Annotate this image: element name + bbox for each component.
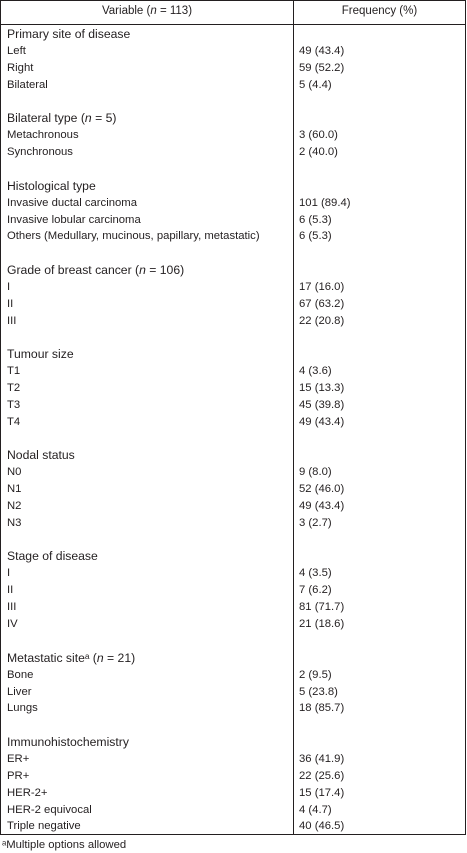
table-row <box>1 599 465 616</box>
row-frequency: 67 (63.2) <box>299 297 345 310</box>
row-frequency: 2 (9.5) <box>299 668 332 681</box>
table-row <box>1 313 465 330</box>
row-label: Right <box>7 61 34 74</box>
table-row <box>1 616 465 633</box>
table-row <box>1 127 465 144</box>
section-title-text: Metastatic siteᵃ (n = 21) <box>7 650 136 665</box>
table-row <box>1 397 465 414</box>
header-variable <box>1 5 293 17</box>
table-row <box>1 228 465 245</box>
table-row <box>1 77 465 94</box>
row-label: T4 <box>7 415 21 428</box>
row-frequency: 81 (71.7) <box>299 601 345 614</box>
table-row <box>1 818 465 835</box>
row-frequency: 17 (16.0) <box>299 280 345 293</box>
table-body <box>1 25 465 835</box>
row-label: Synchronous <box>7 146 73 159</box>
section-spacer <box>1 94 465 110</box>
table-row <box>1 582 465 599</box>
table-row <box>1 515 465 532</box>
row-label: I <box>7 280 11 293</box>
section-spacer <box>1 633 465 649</box>
section-spacer <box>1 431 465 447</box>
header-variable-prefix: Variable ( <box>101 5 151 17</box>
row-frequency: 6 (5.3) <box>299 230 332 243</box>
row-label: T2 <box>7 382 21 395</box>
table-row <box>1 363 465 380</box>
row-label: Triple negative <box>7 820 81 833</box>
row-label: N1 <box>7 483 22 496</box>
row-label: N3 <box>7 517 22 529</box>
row-frequency: 4 (4.7) <box>299 803 332 816</box>
row-frequency: 6 (5.3) <box>299 213 332 226</box>
section-title-text: Bilateral type (n = 5) <box>7 111 117 126</box>
row-label: HER-2 equivocal <box>7 803 92 816</box>
section-spacer <box>1 717 465 733</box>
section-spacer <box>1 161 465 177</box>
row-frequency: 36 (41.9) <box>299 752 345 765</box>
table-row <box>1 802 465 819</box>
row-label: T3 <box>7 398 21 411</box>
table-row <box>1 279 465 296</box>
row-frequency: 49 (43.4) <box>299 45 345 57</box>
row-label: HER-2+ <box>7 786 48 799</box>
row-label: PR+ <box>7 769 30 782</box>
table-header <box>1 1 465 25</box>
table-row <box>1 684 465 701</box>
header-variable-suffix: = 113) <box>156 5 193 17</box>
row-frequency: 49 (43.4) <box>299 500 345 513</box>
section-title <box>1 547 465 565</box>
section-title <box>1 109 465 127</box>
row-label: N0 <box>7 466 22 479</box>
row-frequency: 15 (13.3) <box>299 382 345 395</box>
table-row <box>1 296 465 313</box>
row-frequency: 49 (43.4) <box>299 415 345 428</box>
section-spacer <box>1 532 465 548</box>
table-row <box>1 481 465 498</box>
table-row <box>1 565 465 582</box>
row-label: II <box>7 584 14 597</box>
section-title <box>1 649 465 667</box>
section-spacer <box>1 245 465 261</box>
section-title <box>1 177 465 195</box>
row-frequency: 9 (8.0) <box>299 466 332 479</box>
section-title-text: Grade of breast cancer (n = 106) <box>7 262 185 277</box>
section-title <box>1 25 465 43</box>
row-frequency: 3 (60.0) <box>299 129 338 142</box>
row-label: ER+ <box>7 752 30 765</box>
table-row <box>1 768 465 785</box>
row-frequency: 3 (2.7) <box>299 517 332 529</box>
table-row <box>1 144 465 161</box>
row-label: Others (Medullary, mucinous, papillary, metastatic) <box>7 230 260 243</box>
table-section <box>1 446 465 532</box>
row-label: N2 <box>7 500 22 513</box>
row-label: Lungs <box>7 702 38 715</box>
row-label: Liver <box>7 685 32 698</box>
row-frequency: 52 (46.0) <box>299 483 345 496</box>
section-title-text: Histological type <box>7 178 96 193</box>
row-frequency: 4 (3.6) <box>299 365 332 378</box>
table-row <box>1 751 465 768</box>
table-section <box>1 547 465 633</box>
row-label: I <box>7 567 11 580</box>
row-label: Invasive ductal carcinoma <box>7 196 137 209</box>
row-label: III <box>7 314 17 327</box>
table-row <box>1 380 465 397</box>
section-title-text: Primary site of disease <box>7 27 131 41</box>
row-label: III <box>7 601 17 614</box>
table-section <box>1 345 465 431</box>
row-frequency: 59 (52.2) <box>299 61 345 74</box>
table-section <box>1 177 465 246</box>
row-label: Left <box>7 45 26 57</box>
row-frequency: 15 (17.4) <box>299 786 345 799</box>
table-footnote: ᵃMultiple options allowed <box>2 839 127 851</box>
table-section <box>1 25 465 94</box>
table-section <box>1 733 465 835</box>
row-frequency: 5 (4.4) <box>299 78 332 91</box>
row-frequency: 45 (39.8) <box>299 398 345 411</box>
table-section <box>1 261 465 330</box>
row-label: Metachronous <box>7 129 79 142</box>
row-label: II <box>7 297 14 310</box>
section-title <box>1 261 465 279</box>
table-row <box>1 414 465 431</box>
row-label: T1 <box>7 365 21 378</box>
row-frequency: 2 (40.0) <box>299 146 338 159</box>
header-frequency: Frequency (%) <box>341 5 418 17</box>
row-frequency: 18 (85.7) <box>299 702 345 715</box>
section-title-text: Tumour size <box>7 347 74 362</box>
row-frequency: 22 (25.6) <box>299 769 345 782</box>
row-label: Bone <box>7 668 34 681</box>
header-variable-n: n <box>150 5 157 17</box>
row-frequency: 7 (6.2) <box>299 584 332 597</box>
section-title <box>1 733 465 751</box>
row-label: IV <box>7 618 18 631</box>
section-title-text: Nodal status <box>7 448 75 463</box>
section-title <box>1 446 465 464</box>
section-title <box>1 345 465 363</box>
row-label: Invasive lobular carcinoma <box>7 213 141 226</box>
table-section <box>1 109 465 161</box>
section-title-text: Immunohistochemistry <box>7 734 129 749</box>
row-frequency: 21 (18.6) <box>299 618 345 631</box>
row-frequency: 22 (20.8) <box>299 314 345 327</box>
table-row <box>1 212 465 229</box>
row-frequency: 4 (3.5) <box>299 567 332 580</box>
row-label: Bilateral <box>7 78 48 91</box>
table-row <box>1 195 465 212</box>
table-row <box>1 785 465 802</box>
section-title-text: Stage of disease <box>7 549 98 564</box>
table-row <box>1 43 465 60</box>
section-spacer <box>1 330 465 346</box>
table-row <box>1 700 465 717</box>
table-section <box>1 649 465 718</box>
table-row <box>1 464 465 481</box>
row-frequency: 40 (46.5) <box>299 820 345 833</box>
row-frequency: 101 (89.4) <box>299 196 351 209</box>
table-row <box>1 498 465 515</box>
row-frequency: 5 (23.8) <box>299 685 338 698</box>
table-row <box>1 60 465 77</box>
table-row <box>1 667 465 684</box>
